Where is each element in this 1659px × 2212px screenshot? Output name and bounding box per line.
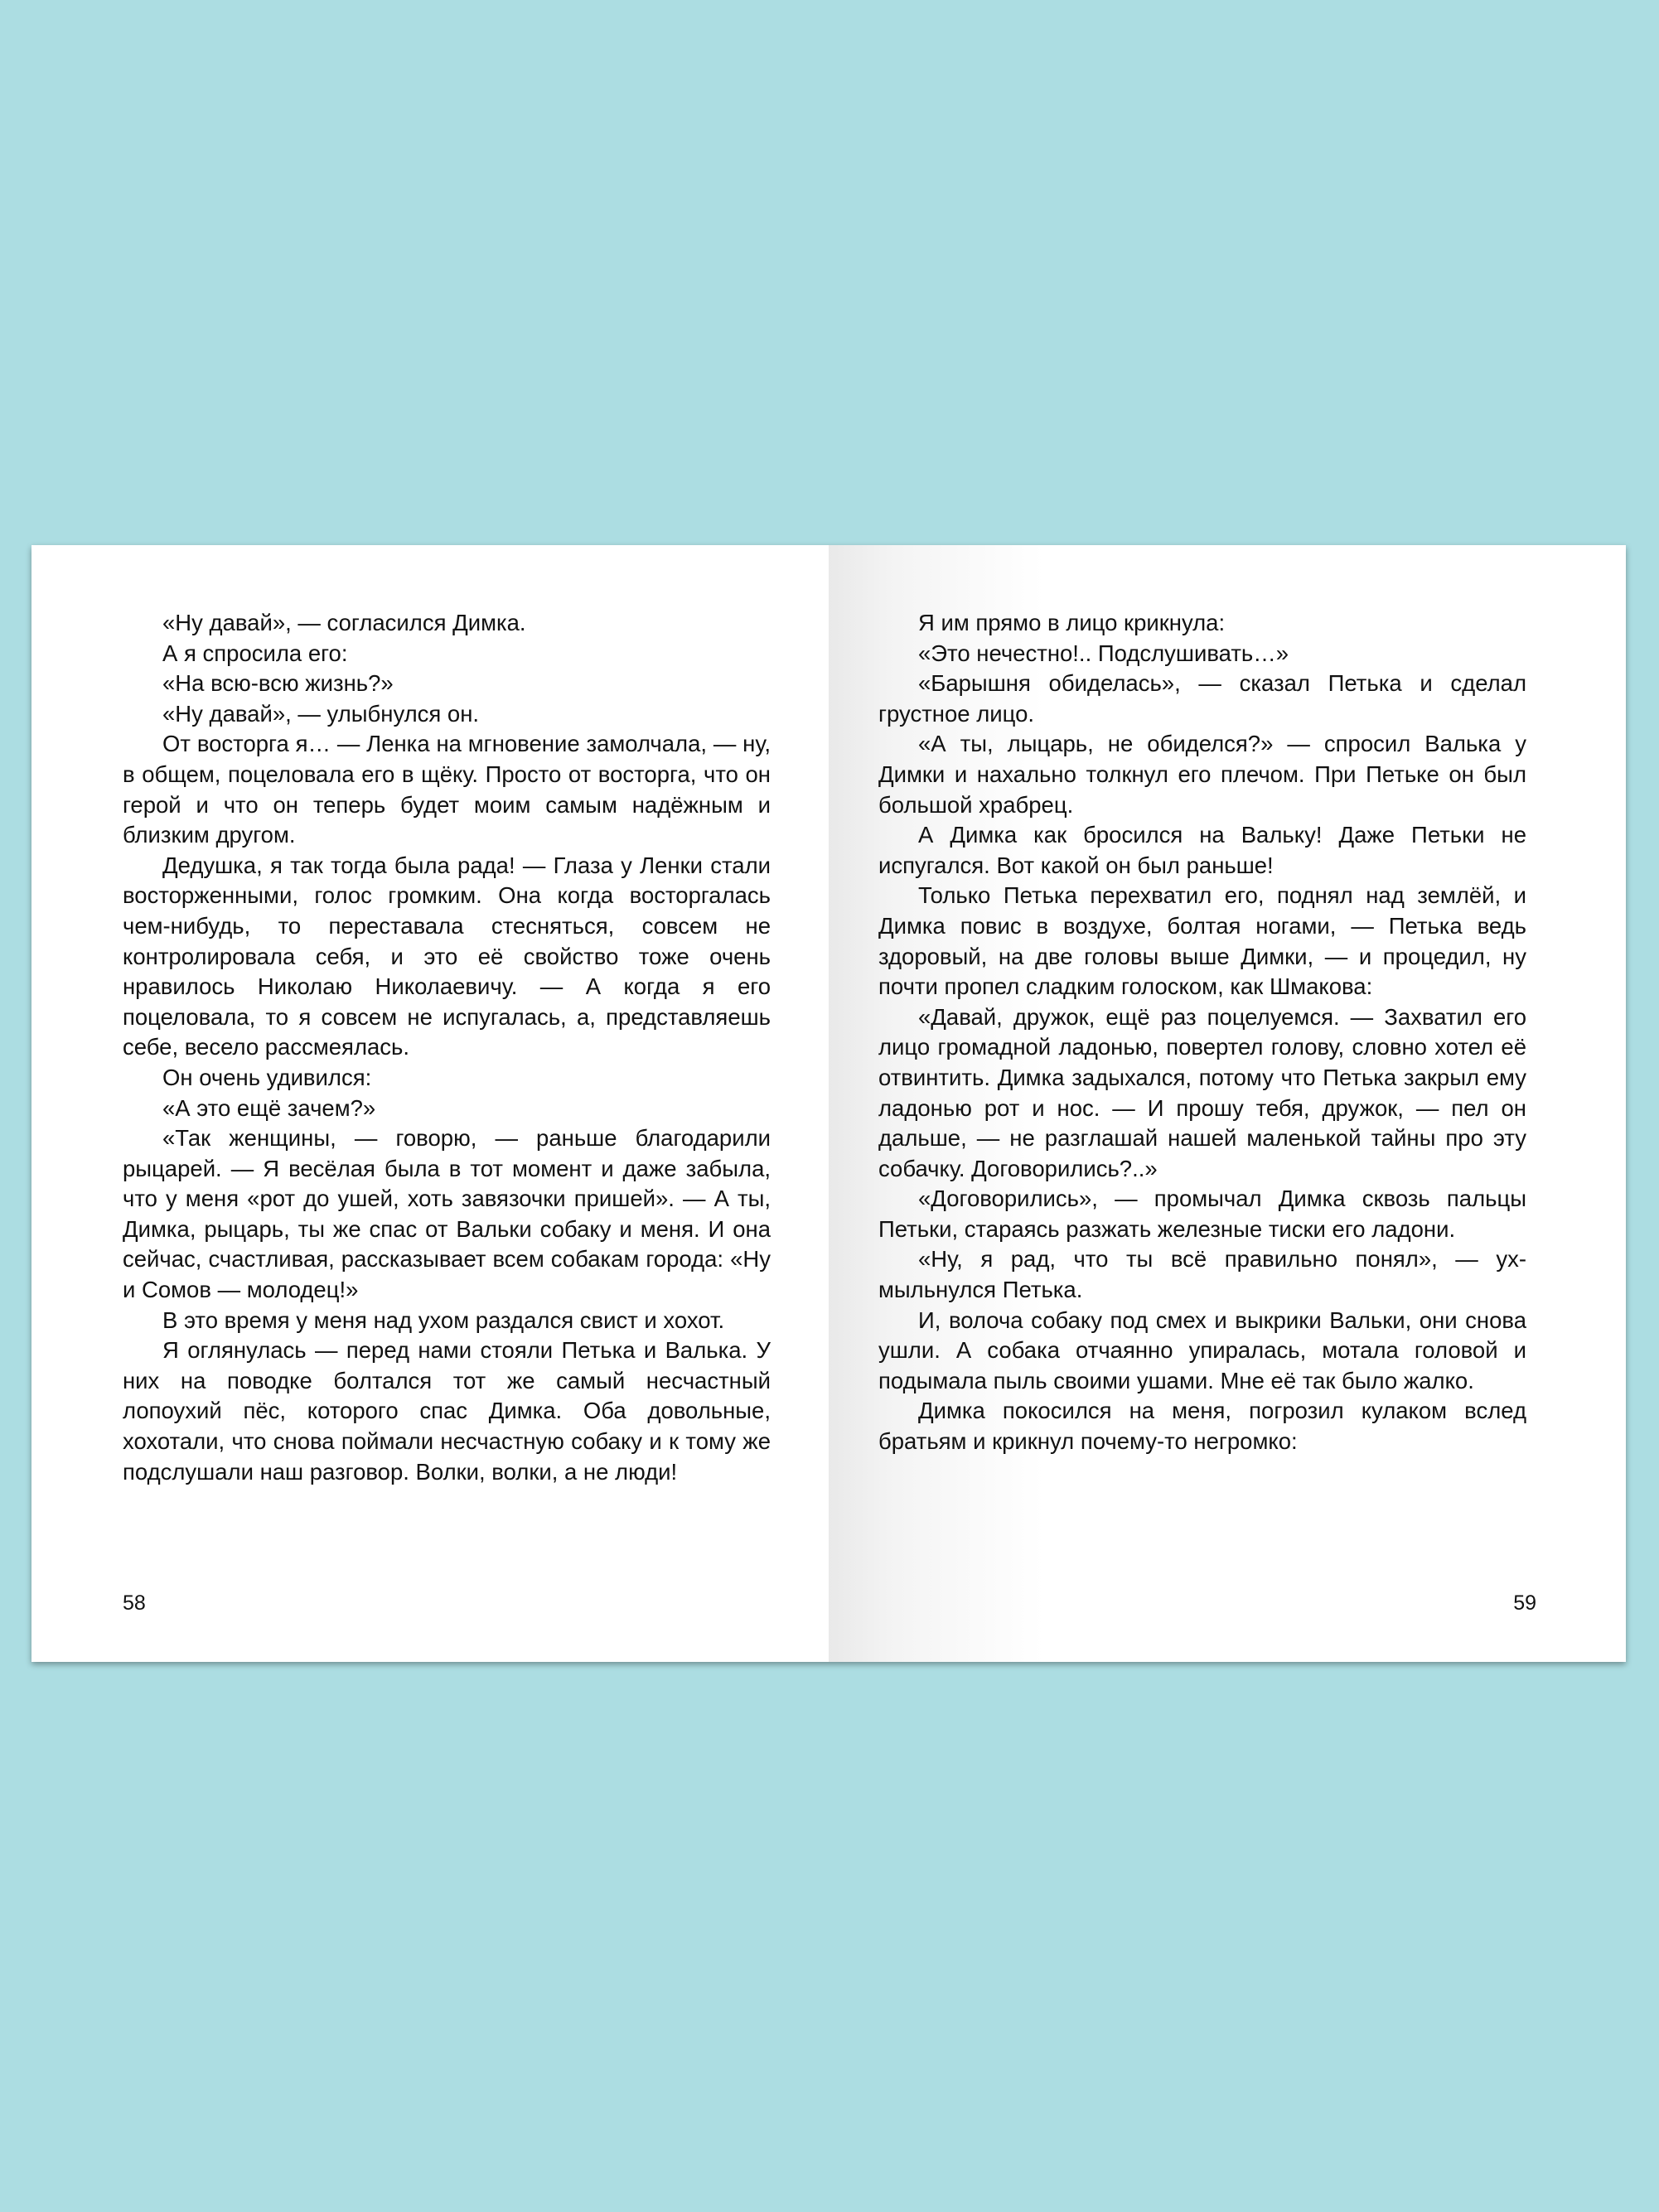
paragraph: «Ну давай», — улыбнулся он. xyxy=(162,700,480,727)
paragraph: «Давай, дружок, ещё раз поцелуемся. — Захватил его лицо громадной ладонью, повертел голову, словно хотел её отвинтить. Димка задыхался, потому что Петька закрыл ему ладонью рот и нос. — И прошу тебя, дружок, — пел он дальше, — не разглашай нашей маленькой тайны про эту собачку. Договорились?..» xyxy=(878,1003,1526,1181)
paragraph: «Так женщины, — говорю, — раньше благодарили рыцарей. — Я весёлая была в тот момент и даже забыла, что у меня «рот до ушей, хоть завязочки пришей». — А ты, Димка, рыцарь, ты же спас от Вальки собаку и меня. И она сейчас, счастливая, рассказывает всем собакам города: «Ну и Сомов — молодец!» xyxy=(123,1125,771,1303)
paragraph: Он очень удивился: xyxy=(162,1064,372,1090)
paragraph: «Договорились», — промычал Димка сквозь пальцы Петьки, стараясь разжать железные тиски его ладони. xyxy=(878,1186,1526,1242)
paragraph: Я им прямо в лицо крикнула: xyxy=(918,610,1226,635)
paragraph: «Ну, я рад, что ты всё правильно понял», — ухмыльнулся Петька. xyxy=(878,1246,1526,1303)
paragraph: «Барышня обиделась», — сказал Петька и сделал грустное лицо. xyxy=(878,670,1526,727)
paragraph: От восторга я… — Ленка на мгновение замолчала, — ну, в общем, поцеловала его в щёку. Просто от восторга, что он герой и что он теперь будет моим самым надёжным и близким другом. xyxy=(123,731,771,848)
page-number-right: 59 xyxy=(1513,1591,1536,1615)
paragraph: «Это нечестно!.. Подслушивать…» xyxy=(918,640,1289,666)
book-spread xyxy=(31,545,1626,1662)
paragraph: А Димка как бросился на Вальку! Даже Петьки не испугался. Вот какой он был раньше! xyxy=(878,822,1526,878)
paragraph: Димка покосился на меня, погрозил кулаком вслед братьям и крикнул почему-то негромко: xyxy=(878,1398,1526,1455)
paragraph: В это время у меня над ухом раздался свист и хохот. xyxy=(162,1306,725,1333)
paragraph: Только Петька перехватил его, поднял над землёй, и Димка повис в воздухе, болтая ногами, — Петька ведь здоровый, на две головы выше Димки, — и процедил, ну почти пропел сладким голоском, как Шмакова: xyxy=(878,882,1526,1000)
paragraph: «А ты, лыцарь, не обиделся?» — спросил Валька у Димки и нахально толкнул его плечом. При Петьке он был большой храбрец. xyxy=(878,731,1526,818)
right-page-text xyxy=(878,608,1526,1457)
paragraph: Дедушка, я так тогда была рада! — Глаза у Ленки стали восторженными, голос громким. Она когда восторгалась чем-нибудь, то переставала стесняться, совсем не контролировала себя, и это её свойство тоже очень нравилось Николаю Николаевичу. — А когда я его поцеловала, то я совсем не испугалась, а, представляешь себе, весело рассмеялась. xyxy=(123,852,771,1060)
right-page xyxy=(829,545,1626,1662)
left-page xyxy=(31,545,829,1662)
left-page-text xyxy=(123,608,771,1487)
paragraph: И, волоча собаку под смех и выкрики Вальки, они снова ушли. А собака отчаянно упиралась, мотала головой и подымала пыль своими ушами. Мне её так было жалко. xyxy=(878,1306,1526,1393)
paragraph: «А это ещё зачем?» xyxy=(162,1094,376,1121)
paragraph: «Ну давай», — согласился Димка. xyxy=(162,610,526,635)
page-number-left: 58 xyxy=(123,1591,146,1615)
paragraph: Я оглянулась — перед нами стояли Петька и Валька. У них на поводке болтался тот же самый несчастный лопоухий пёс, которого спас Димка. Оба довольные, хохотали, что снова поймали несчастную собаку и к тому же подслушали наш разговор. Волки, волки, а не люди! xyxy=(123,1337,771,1485)
paragraph: А я спросила его: xyxy=(162,640,348,666)
paragraph: «На всю-всю жизнь?» xyxy=(162,670,394,697)
